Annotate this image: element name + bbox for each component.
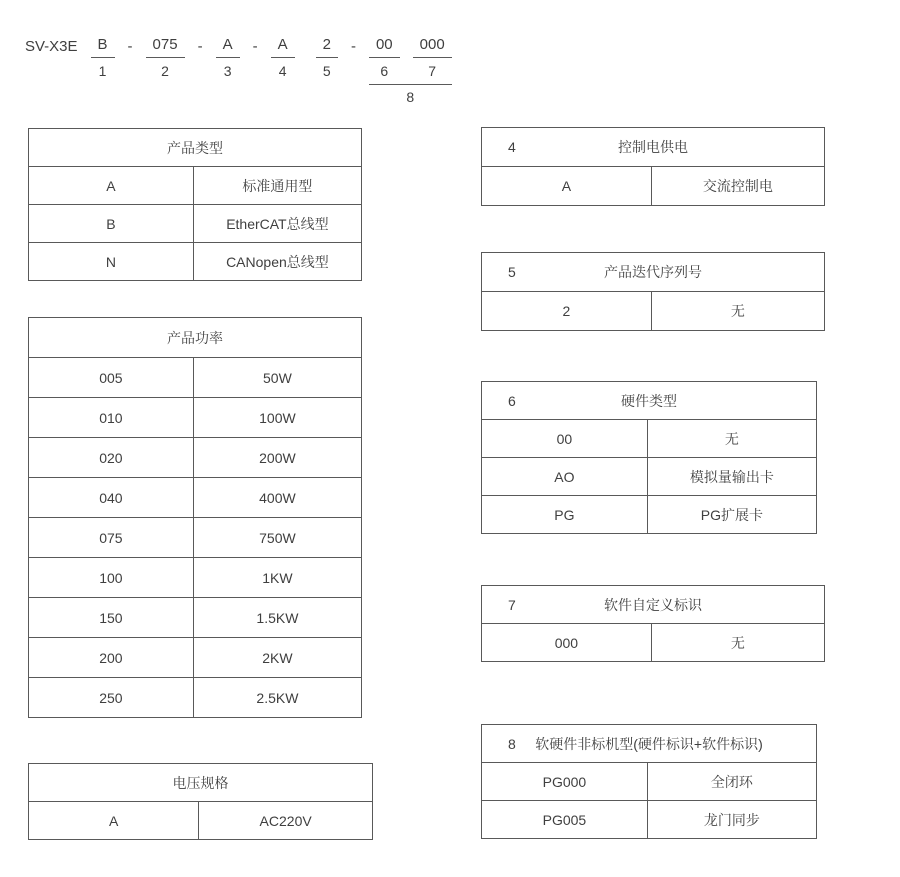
desc-cell: PG扩展卡 bbox=[647, 496, 816, 534]
table-row bbox=[29, 558, 362, 598]
product-type-table bbox=[28, 128, 362, 281]
table-row bbox=[482, 624, 825, 662]
table-row bbox=[482, 801, 817, 839]
desc-cell: 龙门同步 bbox=[647, 801, 816, 839]
segment-number: 5 bbox=[322, 63, 331, 79]
segment-number: 6 bbox=[380, 63, 389, 79]
table-row bbox=[29, 358, 362, 398]
code-cell: 075 bbox=[29, 518, 194, 558]
table-header-row bbox=[482, 586, 825, 624]
code-segment-4 bbox=[271, 36, 295, 79]
desc-cell: CANopen总线型 bbox=[193, 243, 361, 281]
table-row bbox=[29, 438, 362, 478]
table-row bbox=[29, 398, 362, 438]
table-row bbox=[482, 458, 817, 496]
code-segment-5 bbox=[316, 36, 338, 79]
table-title: 产品类型 bbox=[29, 129, 362, 167]
desc-cell: 100W bbox=[193, 398, 361, 438]
code-cell: 2 bbox=[482, 292, 652, 331]
table-row bbox=[482, 496, 817, 534]
table-row bbox=[482, 763, 817, 801]
code-segment-7 bbox=[413, 36, 452, 79]
segment-number: 6 bbox=[508, 392, 516, 409]
model-prefix: SV-X3E bbox=[25, 38, 78, 55]
table-header-row bbox=[29, 129, 362, 167]
segment-text: 000 bbox=[413, 36, 452, 58]
iteration-serial-table bbox=[481, 252, 825, 331]
desc-cell: 750W bbox=[193, 518, 361, 558]
table-header-row bbox=[482, 253, 825, 292]
desc-cell: 交流控制电 bbox=[651, 167, 824, 206]
code-cell: 00 bbox=[482, 420, 648, 458]
code-cell: 040 bbox=[29, 478, 194, 518]
table-row bbox=[29, 598, 362, 638]
table-row bbox=[482, 292, 825, 331]
table-row bbox=[482, 167, 825, 206]
group-underline bbox=[369, 84, 452, 85]
table-header-cell bbox=[482, 382, 817, 420]
table-header-row bbox=[482, 382, 817, 420]
desc-cell: 2KW bbox=[193, 638, 361, 678]
segment-number: 1 bbox=[98, 63, 107, 79]
dash-separator: - bbox=[127, 38, 133, 55]
voltage-spec-table bbox=[28, 763, 373, 840]
code-cell: 020 bbox=[29, 438, 194, 478]
segment-number: 4 bbox=[278, 63, 287, 79]
table-row bbox=[29, 638, 362, 678]
desc-cell: 无 bbox=[651, 292, 824, 331]
table-title: 产品功率 bbox=[29, 318, 362, 358]
segment-text: A bbox=[216, 36, 240, 58]
product-power-table bbox=[28, 317, 362, 718]
dash-separator: - bbox=[252, 38, 258, 55]
segment-number: 3 bbox=[223, 63, 232, 79]
table-header-cell bbox=[482, 725, 817, 763]
segment-number: 8 bbox=[508, 735, 516, 752]
desc-cell: 200W bbox=[193, 438, 361, 478]
code-segment-group-6-7 bbox=[369, 36, 452, 105]
segment-text: B bbox=[91, 36, 115, 58]
code-cell: 150 bbox=[29, 598, 194, 638]
segment-number: 7 bbox=[428, 63, 437, 79]
code-cell: PG bbox=[482, 496, 648, 534]
table-header-row bbox=[29, 764, 373, 802]
code-cell: AO bbox=[482, 458, 648, 496]
table-header-row bbox=[482, 128, 825, 167]
code-cell: 250 bbox=[29, 678, 194, 718]
table-title: 产品迭代序列号 bbox=[604, 264, 702, 280]
table-header-cell bbox=[482, 128, 825, 167]
table-header-cell bbox=[482, 586, 825, 624]
code-cell: A bbox=[482, 167, 652, 206]
segment-text: 00 bbox=[369, 36, 400, 58]
table-title: 软件自定义标识 bbox=[604, 596, 702, 613]
table-title: 控制电供电 bbox=[618, 139, 688, 155]
table-row bbox=[482, 420, 817, 458]
segment-number: 2 bbox=[161, 63, 169, 79]
code-segment-3 bbox=[216, 36, 240, 79]
desc-cell: 1.5KW bbox=[193, 598, 361, 638]
table-row bbox=[29, 205, 362, 243]
table-row bbox=[29, 478, 362, 518]
code-cell: 100 bbox=[29, 558, 194, 598]
table-title: 软硬件非标机型(硬件标识+软件标识) bbox=[535, 735, 763, 752]
group-number: 8 bbox=[406, 89, 415, 105]
table-row bbox=[29, 678, 362, 718]
dash-separator: - bbox=[197, 38, 203, 55]
table-header-cell bbox=[482, 253, 825, 292]
nonstandard-model-table bbox=[481, 724, 817, 839]
segment-text: 075 bbox=[146, 36, 185, 58]
hardware-type-table bbox=[481, 381, 817, 534]
code-segment-2 bbox=[146, 36, 185, 79]
desc-cell: 全闭环 bbox=[647, 763, 816, 801]
desc-cell: 50W bbox=[193, 358, 361, 398]
code-segment-6 bbox=[369, 36, 400, 79]
segment-number: 4 bbox=[508, 139, 516, 155]
desc-cell: AC220V bbox=[199, 802, 373, 840]
table-row bbox=[29, 518, 362, 558]
segment-text: A bbox=[271, 36, 295, 58]
desc-cell: 标准通用型 bbox=[193, 167, 361, 205]
code-cell: A bbox=[29, 802, 199, 840]
desc-cell: 2.5KW bbox=[193, 678, 361, 718]
table-header-row bbox=[482, 725, 817, 763]
code-cell: 005 bbox=[29, 358, 194, 398]
code-segment-1 bbox=[91, 36, 115, 79]
segment-text: 2 bbox=[316, 36, 338, 58]
segment-number: 7 bbox=[508, 596, 516, 613]
code-cell: 000 bbox=[482, 624, 652, 662]
table-row bbox=[29, 802, 373, 840]
control-power-table bbox=[481, 127, 825, 206]
software-custom-id-table bbox=[481, 585, 825, 662]
code-cell: N bbox=[29, 243, 194, 281]
table-row bbox=[29, 243, 362, 281]
code-cell: 200 bbox=[29, 638, 194, 678]
desc-cell: 400W bbox=[193, 478, 361, 518]
table-row bbox=[29, 167, 362, 205]
model-code-line bbox=[25, 36, 452, 105]
table-title: 电压规格 bbox=[29, 764, 373, 802]
segment-group-row bbox=[369, 36, 452, 79]
desc-cell: 无 bbox=[647, 420, 816, 458]
code-cell: 010 bbox=[29, 398, 194, 438]
table-title: 硬件类型 bbox=[621, 392, 677, 409]
code-cell: PG005 bbox=[482, 801, 648, 839]
segment-number: 5 bbox=[508, 264, 516, 280]
code-cell: B bbox=[29, 205, 194, 243]
dash-separator: - bbox=[350, 38, 356, 55]
table-header-row bbox=[29, 318, 362, 358]
code-cell: PG000 bbox=[482, 763, 648, 801]
desc-cell: 模拟量输出卡 bbox=[647, 458, 816, 496]
desc-cell: 1KW bbox=[193, 558, 361, 598]
code-cell: A bbox=[29, 167, 194, 205]
desc-cell: EtherCAT总线型 bbox=[193, 205, 361, 243]
desc-cell: 无 bbox=[651, 624, 824, 662]
